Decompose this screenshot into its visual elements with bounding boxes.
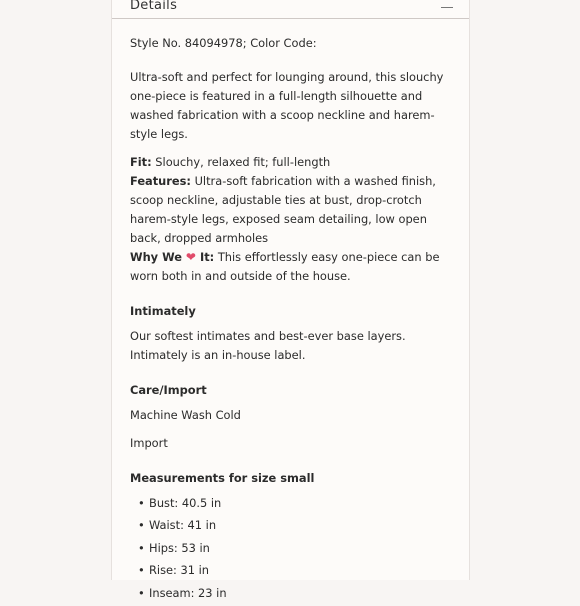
style-number: Style No. 84094978; Color Code: (130, 36, 317, 50)
measurements-title: Measurements for size small (130, 471, 315, 485)
details-content (130, 34, 454, 606)
product-description: Ultra-soft and perfect for lounging around, this slouchy one-piece is featured in a full-length silhouette and washed fabrication with a scoop neckline and harem-style legs. (130, 70, 444, 141)
fit-label: Fit: (130, 155, 152, 169)
measurement-item: • Inseam: 23 in (130, 584, 454, 603)
measurement-item: • Hips: 53 in (130, 539, 454, 558)
why-label-start: Why We (130, 250, 186, 264)
features-text: Ultra-soft fabrication with a washed finish, scoop neckline, adjustable ties at bust, drop-crotch harem-style legs, exposed seam detailing, low open back, dropped armholes (130, 174, 436, 245)
measurement-item: • Bust: 40.5 in (130, 494, 454, 513)
care-import-title: Care/Import (130, 383, 207, 397)
why-text: This effortlessly easy one-piece can be worn both in and outside of the house. (130, 250, 440, 283)
features-label: Features: (130, 174, 191, 188)
care-import: Import (130, 436, 168, 450)
intimately-title: Intimately (130, 304, 196, 318)
fit-text: Slouchy, relaxed fit; full-length (151, 155, 331, 169)
measurement-item: • Waist: 41 in (130, 516, 454, 535)
why-we-love-it-line (130, 248, 454, 286)
care-wash: Machine Wash Cold (130, 408, 241, 422)
details-accordion-header[interactable] (112, 0, 469, 19)
features-line (130, 172, 454, 248)
intimately-text: Our softest intimates and best-ever base layers. Intimately is an in-house label. (130, 329, 406, 362)
details-title: Details (130, 0, 178, 13)
fit-line (130, 153, 454, 172)
heart-icon: ❤ (185, 250, 196, 264)
why-label-end: It: (195, 250, 215, 264)
minus-icon[interactable] (441, 7, 453, 8)
product-details-panel (111, 0, 470, 600)
measurements-list (130, 494, 454, 603)
measurement-item: • Rise: 31 in (130, 561, 454, 580)
